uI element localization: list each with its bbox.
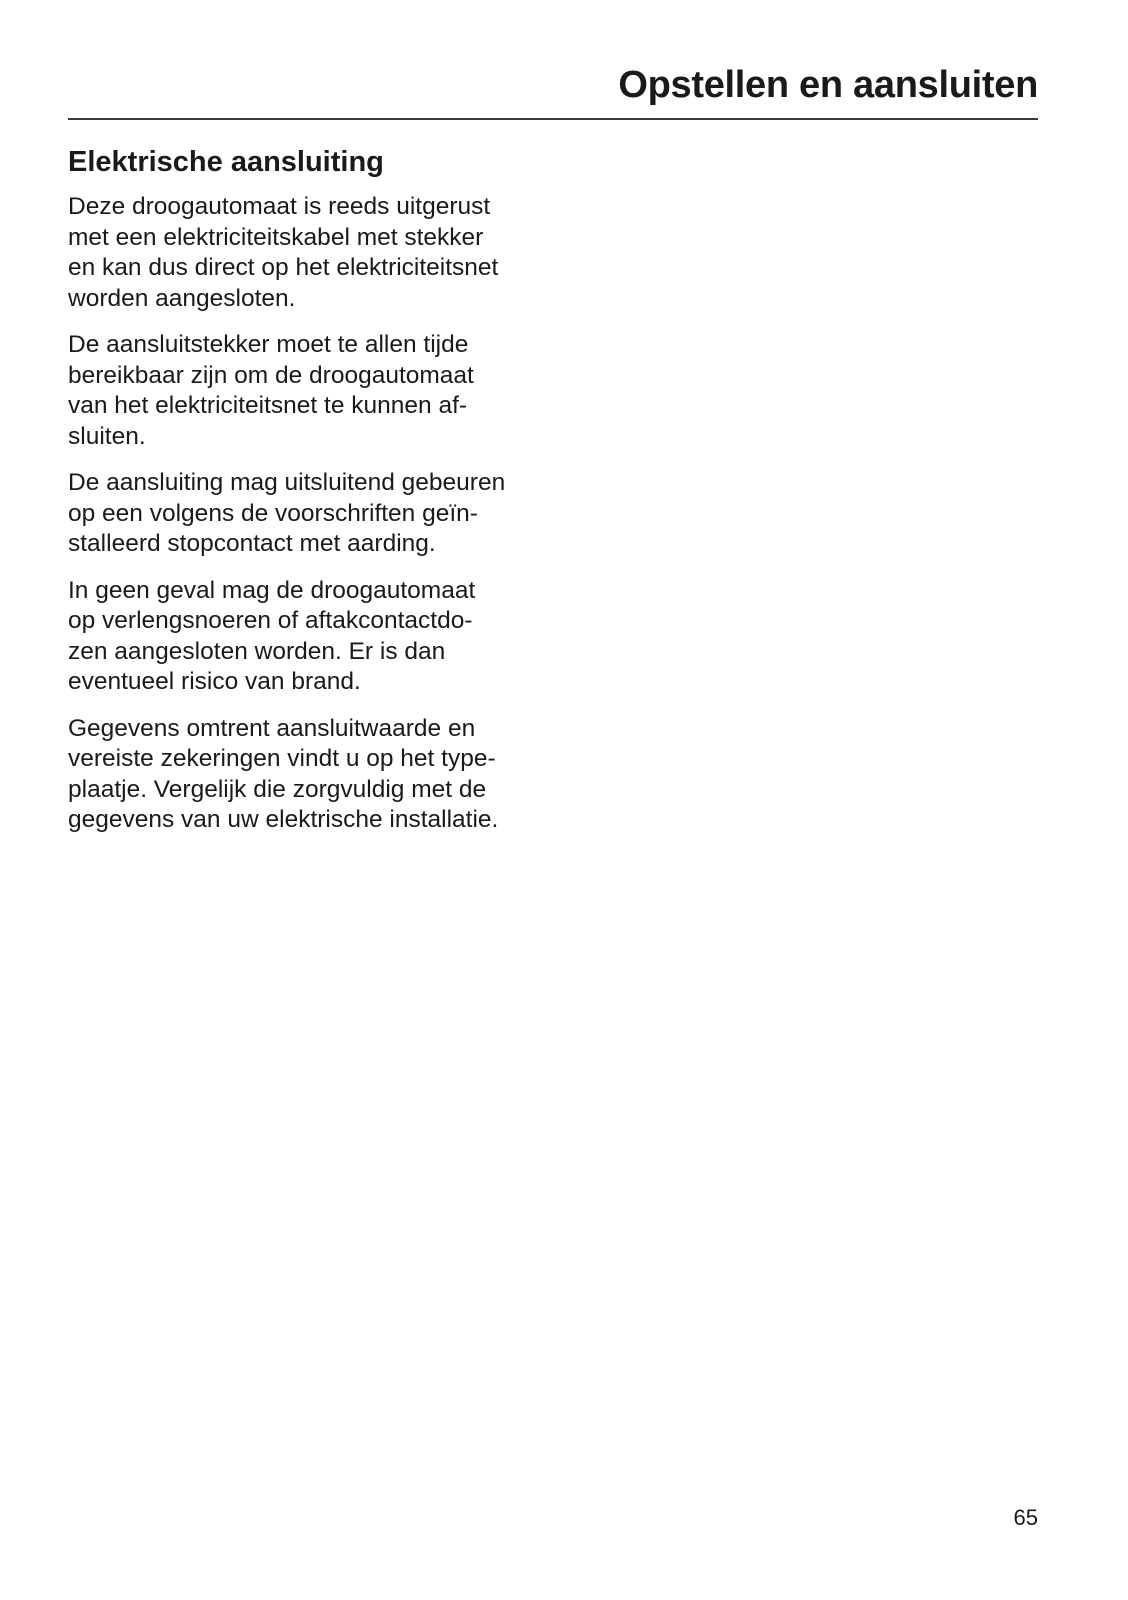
page-number: 65 xyxy=(1013,1505,1038,1530)
paragraph-plug-access: De aansluitstekker moet te allen tijde bereikbaar zijn om de droogautomaat van het elektriciteitsnet te kunnen af- sluiten. xyxy=(68,331,474,450)
main-content xyxy=(68,142,548,852)
page-header xyxy=(68,60,1038,120)
paragraph-cable: Deze droogautomaat is reeds uitgerust met een elektriciteitskabel met stekker en kan dus direct op het elektriciteitsnet worden aangesloten. xyxy=(68,193,499,312)
paragraph-grounded-socket: De aansluiting mag uitsluitend gebeuren op een volgens de voorschriften geïn- stalleerd stopcontact met aarding. xyxy=(68,469,506,557)
paragraph-rating-plate: Gegevens omtrent aansluitwaarde en vereiste zekeringen vindt u op het type- plaatje. Vergelijk die zorgvuldig met de gegevens van uw elektrische installatie. xyxy=(68,714,499,833)
page-title: Opstellen en aansluiten xyxy=(618,64,1038,106)
section-heading: Elektrische aansluiting xyxy=(68,146,384,178)
paragraph-extension-warning: In geen geval mag de droogautomaat op verlengsnoeren of aftakcontactdo- zen aangesloten worden. Er is dan eventueel risico van brand. xyxy=(68,576,476,695)
